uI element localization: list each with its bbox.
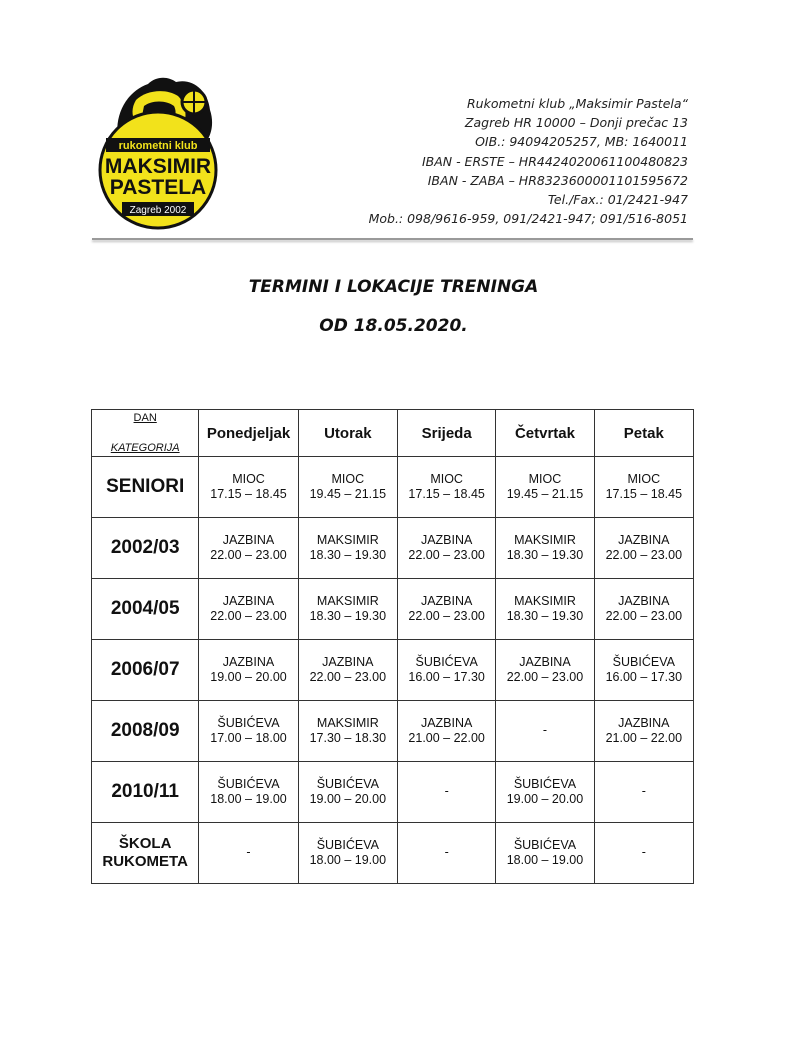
- schedule-cell: [496, 640, 594, 701]
- schedule-cell: [199, 701, 298, 762]
- training-location: JAZBINA: [420, 593, 473, 608]
- corner-header-cell: [92, 410, 199, 457]
- logo-text-main-1: MAKSIMIR: [104, 155, 212, 178]
- no-training-dash: -: [641, 845, 646, 860]
- contact-mobile: Mob.: 098/9616-959, 091/2421-947; 091/516-8051: [368, 211, 688, 227]
- schedule-cell: [199, 579, 298, 640]
- training-time: 22.00 – 23.00: [408, 548, 485, 562]
- no-training-dash: -: [246, 845, 251, 860]
- training-location: ŠUBIĆEVA: [217, 715, 280, 730]
- schedule-cell: [594, 640, 693, 701]
- schedule-cell: [594, 762, 693, 823]
- schedule-cell: [398, 640, 496, 701]
- schedule-cell: [398, 762, 496, 823]
- category-label-line2: RUKOMETA: [102, 853, 188, 870]
- schedule-cell: [199, 518, 298, 579]
- training-time: 21.00 – 22.00: [605, 731, 683, 745]
- training-location: JAZBINA: [420, 532, 473, 547]
- training-time: 22.00 – 23.00: [605, 609, 683, 623]
- training-location: ŠUBIĆEVA: [415, 654, 478, 669]
- category-label: 2010/11: [111, 781, 179, 802]
- training-time: 17.15 – 18.45: [605, 487, 683, 501]
- category-cell: [92, 701, 199, 762]
- club-logo-emblem: [96, 70, 226, 232]
- schedule-cell: [298, 457, 397, 518]
- training-time: 22.00 – 23.00: [210, 609, 287, 623]
- category-label: SENIORI: [106, 476, 185, 497]
- training-time: 19.45 – 21.15: [506, 487, 584, 501]
- category-label: 2006/07: [110, 659, 180, 680]
- table-row: [92, 518, 694, 579]
- training-location: MAKSIMIR: [514, 532, 576, 547]
- day-header-thursday: Četvrtak: [496, 410, 594, 457]
- schedule-cell: [496, 457, 594, 518]
- schedule-cell: [594, 701, 693, 762]
- training-location: ŠUBIĆEVA: [612, 654, 675, 669]
- training-time: 18.00 – 19.00: [210, 792, 287, 806]
- training-location: MIOC: [528, 471, 562, 486]
- schedule-cell: [496, 579, 594, 640]
- training-time: 22.00 – 23.00: [506, 670, 584, 684]
- training-time: 22.00 – 23.00: [605, 548, 683, 562]
- table-row: [92, 457, 694, 518]
- schedule-cell: [298, 762, 397, 823]
- table-row: [92, 701, 694, 762]
- training-time: 17.15 – 18.45: [210, 487, 287, 501]
- schedule-cell: [398, 457, 496, 518]
- table-header-row: [92, 410, 694, 457]
- training-location: ŠUBIĆEVA: [513, 837, 577, 852]
- training-time: 22.00 – 23.00: [210, 548, 287, 562]
- contact-iban-erste: IBAN - ERSTE – HR4424020061100480823: [421, 153, 688, 169]
- category-label: 2008/09: [110, 720, 180, 741]
- category-cell: [92, 579, 199, 640]
- schedule-cell: [298, 518, 397, 579]
- logo-text-top: rukometni klub: [118, 140, 198, 152]
- document-title: TERMINI I LOKACIJE TRENINGA: [248, 277, 539, 297]
- training-location: JAZBINA: [519, 654, 571, 669]
- training-location: MAKSIMIR: [316, 593, 379, 608]
- schedule-cell: [199, 457, 298, 518]
- schedule-cell: [398, 579, 496, 640]
- day-header-tuesday: Utorak: [298, 410, 397, 457]
- schedule-cell: [199, 762, 298, 823]
- no-training-dash: -: [444, 784, 449, 799]
- schedule-cell: [496, 823, 594, 884]
- no-training-dash: -: [641, 784, 646, 799]
- category-cell: [92, 518, 199, 579]
- training-time: 19.45 – 21.15: [309, 487, 387, 501]
- table-row: [92, 579, 694, 640]
- no-training-dash: -: [444, 845, 449, 860]
- category-label: 2004/05: [110, 598, 180, 619]
- table-row: [92, 762, 694, 823]
- corner-day-label: DAN: [133, 412, 157, 424]
- schedule-cell: [199, 640, 298, 701]
- training-time: 18.30 – 19.30: [309, 609, 387, 623]
- category-cell: [92, 823, 199, 884]
- logo-text-main-2: PASTELA: [109, 176, 207, 199]
- training-location: MAKSIMIR: [316, 532, 379, 547]
- training-location: MIOC: [232, 471, 265, 486]
- training-location: JAZBINA: [322, 654, 374, 669]
- schedule-cell: [199, 823, 298, 884]
- schedule-cell: [496, 701, 594, 762]
- training-time: 18.30 – 19.30: [506, 609, 584, 623]
- contact-phone: Tel./Fax.: 01/2421-947: [547, 192, 688, 208]
- schedule-cell: [594, 579, 693, 640]
- training-time: 22.00 – 23.00: [309, 670, 387, 684]
- club-contact-info: [369, 94, 688, 228]
- training-time: 16.00 – 17.30: [408, 670, 485, 684]
- category-cell: [92, 640, 199, 701]
- schedule-cell: [298, 823, 397, 884]
- training-location: JAZBINA: [222, 593, 275, 608]
- training-time: 18.30 – 19.30: [506, 548, 584, 562]
- training-location: ŠUBIĆEVA: [513, 776, 577, 791]
- table-row: [92, 823, 694, 884]
- contact-club-name: Rukometni klub „Maksimir Pastela“: [467, 96, 688, 111]
- schedule-cell: [594, 823, 693, 884]
- contact-iban-zaba: IBAN - ZABA – HR8323600001101595672: [427, 172, 688, 188]
- training-time: 18.30 – 19.30: [309, 548, 387, 562]
- training-schedule-table: [91, 409, 694, 884]
- schedule-cell: [594, 518, 693, 579]
- training-time: 16.00 – 17.30: [605, 670, 683, 684]
- training-time: 18.00 – 19.00: [506, 853, 584, 867]
- training-time: 17.15 – 18.45: [408, 487, 485, 501]
- training-location: MAKSIMIR: [316, 715, 379, 730]
- day-header-monday: Ponedjeljak: [199, 410, 298, 457]
- day-header-wednesday: Srijeda: [398, 410, 496, 457]
- day-header-friday: Petak: [594, 410, 693, 457]
- schedule-cell: [298, 701, 397, 762]
- contact-oib: OIB.: 94094205257, MB: 1640011: [475, 134, 688, 150]
- training-location: JAZBINA: [618, 715, 670, 730]
- training-location: MIOC: [430, 471, 463, 486]
- schedule-cell: [398, 823, 496, 884]
- corner-category-label: KATEGORIJA: [110, 442, 180, 454]
- club-logo: [96, 70, 226, 232]
- training-location: MIOC: [627, 471, 661, 486]
- training-location: JAZBINA: [618, 593, 670, 608]
- schedule-cell: [398, 701, 496, 762]
- header-divider: [92, 238, 693, 240]
- training-time: 18.00 – 19.00: [309, 853, 387, 867]
- contact-address: Zagreb HR 10000 – Donji prečac 13: [464, 115, 688, 131]
- training-location: ŠUBIĆEVA: [316, 837, 379, 852]
- training-location: MAKSIMIR: [514, 593, 576, 608]
- training-location: ŠUBIĆEVA: [316, 776, 379, 791]
- no-training-dash: -: [542, 723, 548, 738]
- category-label: [92, 835, 198, 871]
- schedule-cell: [298, 640, 397, 701]
- training-time: 19.00 – 20.00: [506, 792, 584, 806]
- training-location: JAZBINA: [420, 715, 473, 730]
- table-row: [92, 640, 694, 701]
- category-cell: [92, 762, 199, 823]
- logo-text-bottom: Zagreb 2002: [129, 205, 187, 216]
- category-label: 2002/03: [110, 537, 180, 558]
- training-time: 17.00 – 18.00: [210, 731, 287, 745]
- training-location: JAZBINA: [618, 532, 670, 547]
- training-time: 17.30 – 18.30: [309, 731, 387, 745]
- category-cell: [92, 457, 199, 518]
- training-location: JAZBINA: [222, 654, 275, 669]
- schedule-cell: [496, 518, 594, 579]
- training-time: 21.00 – 22.00: [408, 731, 485, 745]
- schedule-cell: [496, 762, 594, 823]
- training-time: 19.00 – 20.00: [210, 670, 287, 684]
- training-location: ŠUBIĆEVA: [217, 776, 280, 791]
- schedule-cell: [298, 579, 397, 640]
- document-subtitle-date: OD 18.05.2020.: [319, 316, 468, 336]
- training-location: MIOC: [331, 471, 365, 486]
- training-time: 22.00 – 23.00: [408, 609, 485, 623]
- schedule-cell: [594, 457, 693, 518]
- schedule-cell: [398, 518, 496, 579]
- training-location: JAZBINA: [222, 532, 275, 547]
- training-time: 19.00 – 20.00: [309, 792, 387, 806]
- category-label-line1: ŠKOLA: [118, 835, 172, 852]
